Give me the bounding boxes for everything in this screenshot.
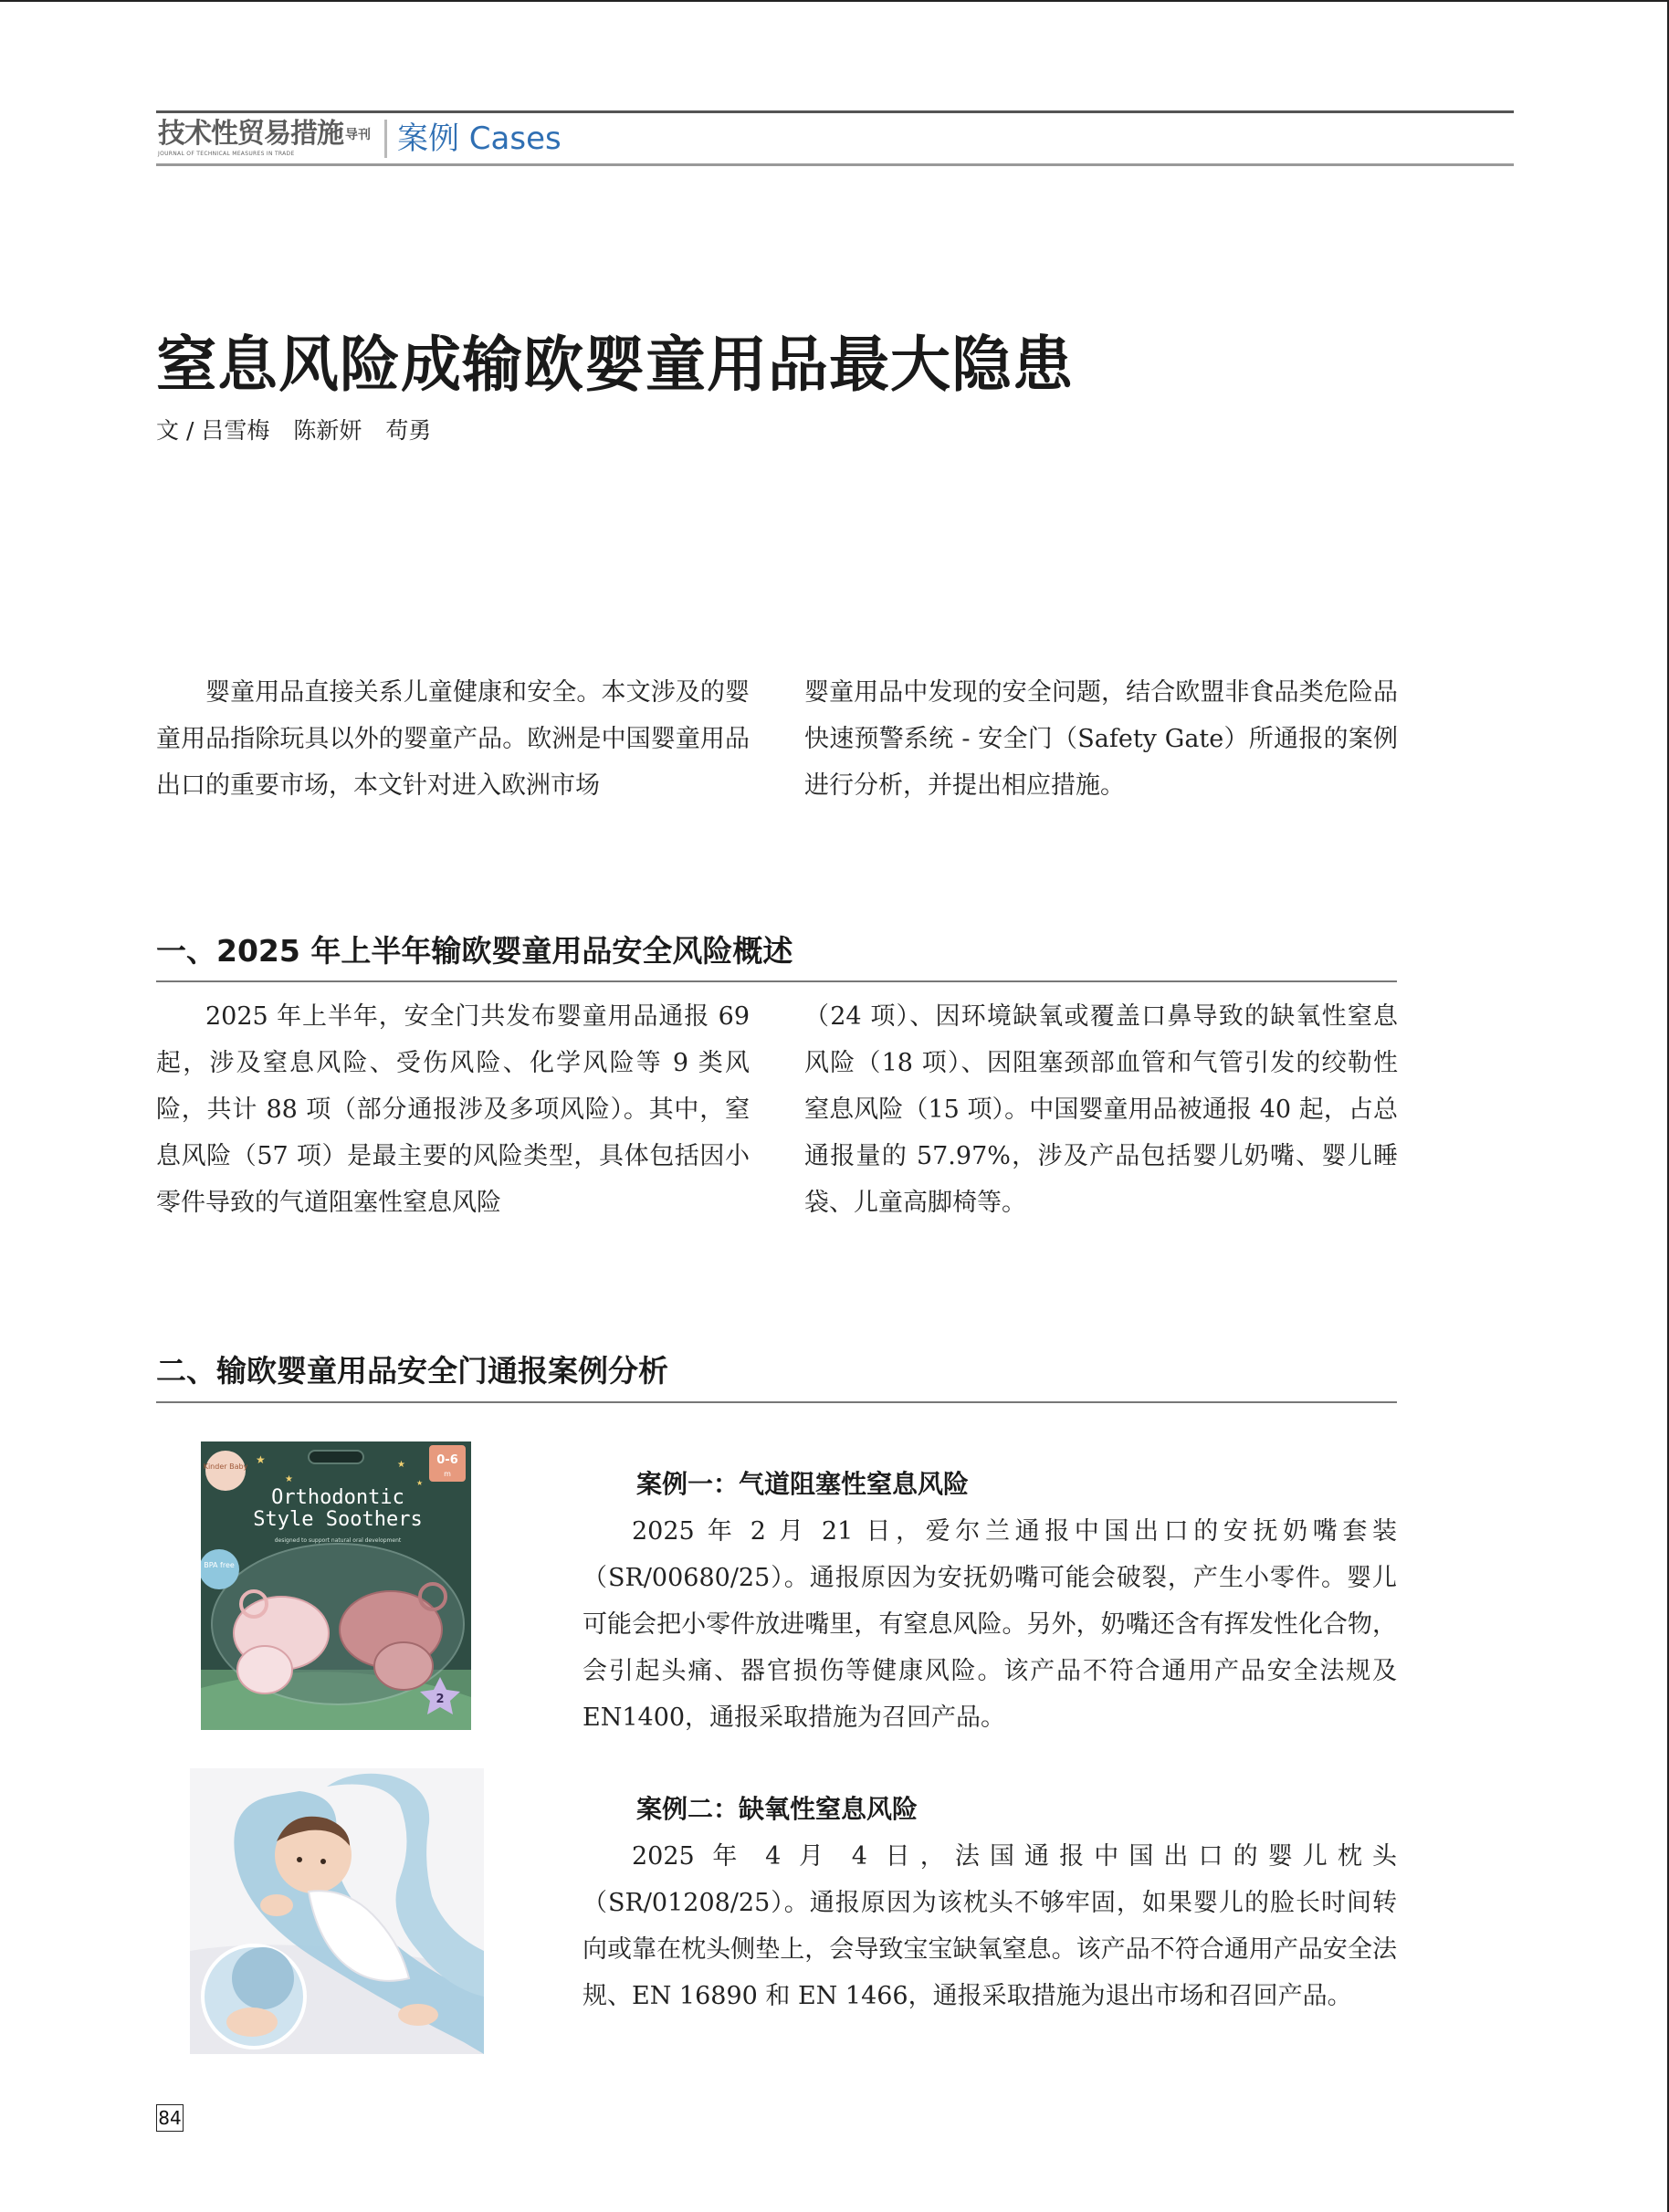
case-2-title: 案例二：缺氧性窒息风险 [636, 1794, 918, 1824]
soother-tagline: designed to support natural oral development [274, 1537, 402, 1544]
baby-pillow-illustration [190, 1768, 484, 2054]
soother-name-line2: Style Soothers [253, 1508, 423, 1531]
section-1-rule [156, 980, 1397, 982]
article-authors [156, 415, 455, 446]
author-2: 陈新妍 [293, 417, 362, 444]
journal-name: 技术性贸易措施 导刊 [158, 118, 371, 150]
author-1: 文 / 吕雪梅 [156, 417, 270, 444]
running-header [156, 110, 1514, 167]
intro-right-column [804, 669, 1398, 809]
section-2-heading: 二、输欧婴童用品安全门通报案例分析 [156, 1353, 668, 1389]
svg-text:★: ★ [285, 1474, 293, 1484]
intro-left-column [156, 669, 750, 809]
svg-text:★: ★ [397, 1460, 405, 1470]
section-1-paragraph: 2025 年上半年，安全门共发布婴童用品通报 69 起，涉及窒息风险、受伤风险、化学风险等 9 类风险，共计 88 项（部分通报涉及多项风险）。其中，窒息风险（57 项）是最主要的风险类型，具体包括因小零件导致的气道阻塞性窒息风险 [156, 1002, 750, 1217]
header-top-rule [156, 110, 1514, 113]
author-3: 苟勇 [385, 417, 432, 444]
soother-age-text: 0-6 [436, 1453, 458, 1467]
section-label: 案例 Cases [397, 121, 562, 157]
journal-english-name: JOURNAL OF TECHNICAL MEASURES IN TRADE [158, 150, 295, 157]
intro-paragraph: 婴童用品直接关系儿童健康和安全。本文涉及的婴童用品指除玩具以外的婴童产品。欧洲是中国婴童用品出口的重要市场，本文针对进入欧洲市场 [156, 678, 750, 800]
page-number: 84 [156, 2104, 184, 2132]
svg-text:★: ★ [256, 1453, 266, 1466]
case-1-paragraph: 2025 年 2 月 21 日，爱尔兰通报中国出口的安抚奶嘴套装（SR/00680/25）。通报原因为安抚奶嘴可能会破裂，产生小零件。婴儿可能会把小零件放进嘴里，有窒息风险。另外，奶嘴还含有挥发性化合物，会引起头痛、器官损伤等健康风险。该产品不符合通用产品安全法规及 EN1400，通报采取措施为召回产品。 [583, 1517, 1397, 1732]
case-2-text [583, 1833, 1397, 2019]
case-2-paragraph: 2025 年 4 月 4 日，法国通报中国出口的婴儿枕头（SR/01208/25）。通报原因为该枕头不够牢固，如果婴儿的脸长时间转向或靠在枕头侧垫上，会导致宝宝缺氧窒息。该产品不符合通用产品安全法规、EN 16890 和 EN 1466，通报采取措施为退出市场和召回产品。 [583, 1842, 1397, 2010]
soother-brand-text: Kinder Baby [203, 1462, 248, 1471]
soother-age-unit: m [444, 1470, 451, 1478]
section-1-right-column [804, 993, 1398, 1226]
journal-suffix: 导刊 [345, 127, 371, 142]
soother-name-line1: Orthodontic [271, 1486, 404, 1509]
header-bottom-rule [156, 163, 1514, 166]
page-frame-top [0, 0, 1669, 2]
soother-package-illustration [201, 1441, 471, 1730]
section-2-rule [156, 1401, 1397, 1403]
soother-count: 2 [436, 1693, 445, 1706]
soother-product-photo [201, 1441, 471, 1730]
svg-text:★: ★ [416, 1479, 424, 1487]
article-title: 窒息风险成输欧婴童用品最大隐患 [156, 330, 1074, 400]
intro-paragraph-continued: 婴童用品中发现的安全问题，结合欧盟非食品类危险品快速预警系统 - 安全门（Safety Gate）所通报的案例进行分析，并提出相应措施。 [804, 678, 1398, 800]
header-divider [384, 120, 387, 158]
section-1-paragraph-continued: （24 项）、因环境缺氧或覆盖口鼻导致的缺氧性窒息风险（18 项）、因阻塞颈部血管和气管引发的绞勒性窒息风险（15 项）。中国婴童用品被通报 40 起，占总通报量的 57.97%，涉及产品包括婴儿奶嘴、婴儿睡袋、儿童高脚椅等。 [804, 1002, 1398, 1217]
case-1-text [583, 1508, 1397, 1741]
journal-logo [158, 119, 377, 159]
section-1-heading: 一、2025 年上半年输欧婴童用品安全风险概述 [156, 933, 793, 969]
section-1-left-column [156, 993, 750, 1226]
case-1-title: 案例一：气道阻塞性窒息风险 [636, 1469, 970, 1499]
baby-pillow-photo [190, 1768, 484, 2054]
soother-bpa-badge: BPA free [204, 1561, 235, 1569]
